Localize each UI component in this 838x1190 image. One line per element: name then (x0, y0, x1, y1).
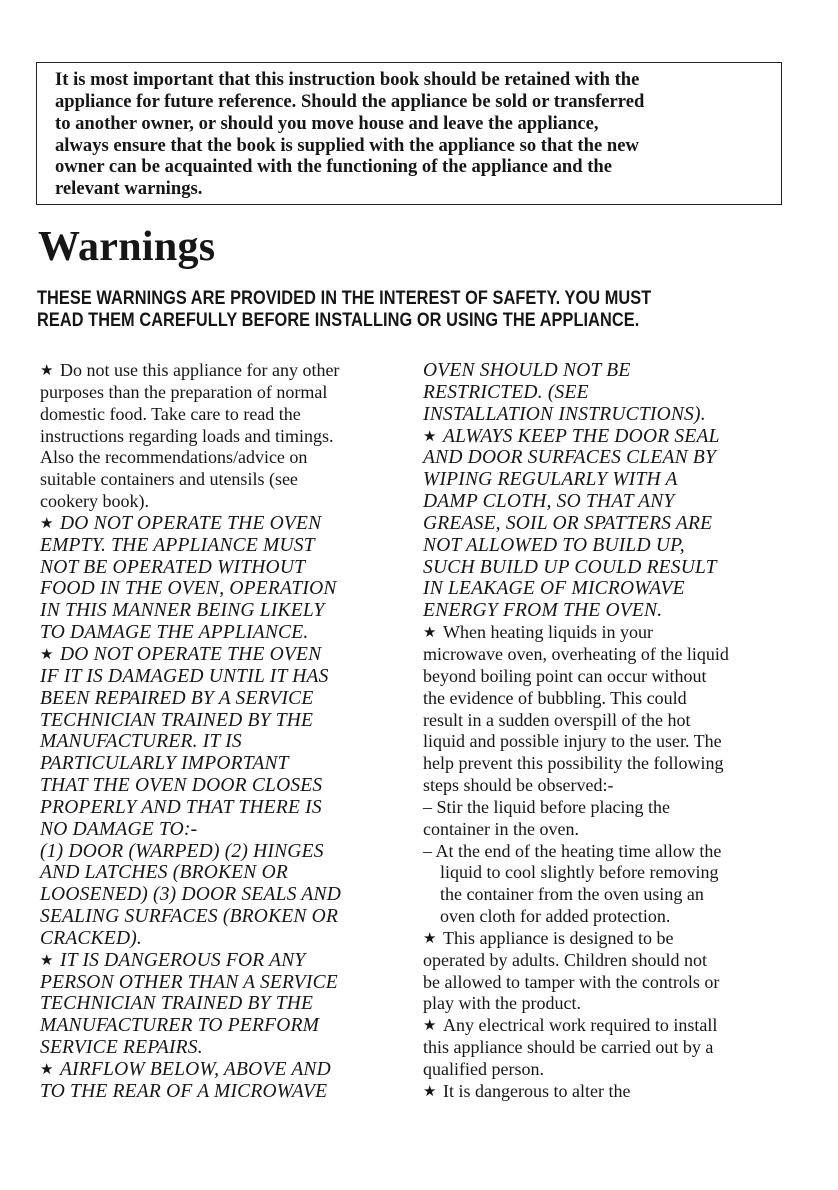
text-line: container in the oven. (423, 818, 579, 839)
text-line: be allowed to tamper with the controls or (423, 971, 720, 992)
text-line: SUCH BUILD UP COULD RESULT (423, 556, 717, 578)
text-line: beyond boiling point can occur without (423, 665, 707, 686)
notice-line: appliance for future reference. Should the appliance be sold or transferred (55, 90, 645, 112)
notice-line: owner can be acquainted with the functioning of the appliance and the (55, 156, 613, 178)
text-line: DAMP CLOTH, SO THAT ANY (423, 491, 675, 513)
text-line: ENERGY FROM THE OVEN. (423, 600, 663, 622)
text-line: liquid and possible injury to the user. The (423, 731, 722, 752)
text-line: SEALING SURFACES (BROKEN OR (40, 906, 339, 928)
text-line: OVEN SHOULD NOT BE (423, 360, 631, 381)
text-line: operated by adults. Children should not (423, 949, 707, 970)
text-line: IN THIS MANNER BEING LIKELY (40, 600, 325, 622)
star-bullet-icon: ★ (40, 646, 54, 663)
star-bullet-icon: ★ (423, 1083, 437, 1100)
notice-line: It is most important that this instruction book should be retained with the (55, 69, 640, 90)
text-line: FOOD IN THE OVEN, OPERATION (40, 578, 337, 600)
text-line: liquid to cool slightly before removing (440, 862, 719, 883)
text-line: NOT ALLOWED TO BUILD UP, (423, 534, 685, 556)
text-line: NO DAMAGE TO:- (40, 818, 198, 840)
subheading-line: READ THEM CAREFULLY BEFORE INSTALLING OR USING THE APPLIANCE. (37, 309, 640, 331)
text-line: PERSON OTHER THAN A SERVICE (40, 971, 338, 993)
star-bullet-icon: ★ (423, 625, 437, 642)
text-line: BEEN REPAIRED BY A SERVICE (40, 687, 314, 709)
text-line: MANUFACTURER. IT IS (40, 731, 242, 753)
text-line: the evidence of bubbling. This could (423, 687, 687, 708)
notice-line: always ensure that the book is supplied with the appliance so that the new (55, 134, 639, 156)
text-line: – Stir the liquid before placing the (423, 796, 670, 817)
text-line: LOOSENED) (3) DOOR SEALS AND (40, 884, 341, 906)
text-line: ★ AIRFLOW BELOW, ABOVE AND (40, 1059, 331, 1080)
star-bullet-icon: ★ (40, 515, 54, 532)
star-bullet-icon: ★ (40, 1062, 54, 1078)
text-line: TECHNICIAN TRAINED BY THE (40, 709, 314, 731)
text-line: SERVICE REPAIRS. (40, 1037, 203, 1059)
subheading-line: THESE WARNINGS ARE PROVIDED IN THE INTEREST OF SAFETY. YOU MUST (37, 288, 652, 309)
text-line: ★ It is dangerous to alter the (423, 1081, 823, 1103)
text-line: TO DAMAGE THE APPLIANCE. (40, 622, 309, 644)
text-line: AND LATCHES (BROKEN OR (40, 862, 288, 884)
text-line: PARTICULARLY IMPORTANT (40, 753, 289, 775)
text-line: ★ DO NOT OPERATE THE OVEN (40, 512, 322, 534)
text-line: ★ When heating liquids in your (423, 622, 823, 644)
star-bullet-icon: ★ (423, 1018, 437, 1035)
text-line: THAT THE OVEN DOOR CLOSES (40, 775, 323, 797)
notice-line: to another owner, or should you move house and leave the appliance, (55, 112, 599, 134)
text-line: TECHNICIAN TRAINED BY THE (40, 993, 314, 1015)
text-line: suitable containers and utensils (see (40, 469, 298, 490)
text-line: CRACKED). (40, 927, 143, 949)
star-bullet-icon: ★ (423, 428, 437, 445)
text-line: WIPING REGULARLY WITH A (423, 469, 678, 491)
text-line: AND DOOR SURFACES CLEAN BY (423, 447, 717, 469)
text-line: ★ This appliance is designed to be (423, 928, 823, 950)
star-bullet-icon: ★ (40, 363, 54, 379)
text-line: help prevent this possibility the following (423, 753, 724, 774)
text-line: ★ Any electrical work required to install (423, 1015, 823, 1037)
text-line: RESTRICTED. (SEE (423, 381, 589, 403)
text-line: this appliance should be carried out by a (423, 1037, 714, 1058)
text-line: oven cloth for added protection. (440, 906, 671, 927)
text-line: IN LEAKAGE OF MICROWAVE (423, 578, 685, 600)
text-line: result in a sudden overspill of the hot (423, 709, 691, 730)
text-line: ★ Do not use this appliance for any other (40, 360, 420, 382)
text-line: – At the end of the heating time allow the (423, 840, 722, 861)
notice-line: relevant warnings. (55, 178, 203, 200)
star-bullet-icon: ★ (423, 930, 437, 947)
text-line: TO THE REAR OF A MICROWAVE (40, 1080, 328, 1102)
text-line: INSTALLATION INSTRUCTIONS). (423, 403, 706, 425)
text-line: domestic food. Take care to read the (40, 403, 301, 424)
text-line: microwave oven, overheating of the liquid (423, 643, 729, 664)
left-column (40, 360, 420, 1103)
text-line: (1) DOOR (WARPED) (2) HINGES (40, 840, 324, 862)
right-column (423, 360, 823, 1103)
text-line: the container from the oven using an (440, 884, 704, 905)
text-line: Also the recommendations/advice on (40, 447, 308, 468)
page-title: Warnings (38, 224, 216, 270)
text-line: purposes than the preparation of normal (40, 381, 328, 402)
text-line: MANUFACTURER TO PERFORM (40, 1015, 320, 1037)
text-line: cookery book). (40, 491, 149, 512)
text-line: EMPTY. THE APPLIANCE MUST (40, 534, 315, 556)
text-line: ★ DO NOT OPERATE THE OVEN (40, 643, 322, 665)
text-line: qualified person. (423, 1059, 544, 1079)
text-line: GREASE, SOIL OR SPATTERS ARE (423, 512, 713, 534)
retain-book-notice (36, 62, 782, 205)
text-line: steps should be observed:- (423, 775, 614, 796)
star-bullet-icon: ★ (40, 952, 54, 969)
text-line: instructions regarding loads and timings. (40, 425, 334, 446)
text-line: NOT BE OPERATED WITHOUT (40, 556, 306, 578)
safety-subheading (37, 288, 700, 332)
text-line: ★ ALWAYS KEEP THE DOOR SEAL (423, 425, 720, 447)
text-line: play with the product. (423, 993, 581, 1014)
text-line: PROPERLY AND THAT THERE IS (40, 796, 322, 818)
text-line: ★ IT IS DANGEROUS FOR ANY (40, 949, 306, 971)
text-line: IF IT IS DAMAGED UNTIL IT HAS (40, 665, 329, 687)
